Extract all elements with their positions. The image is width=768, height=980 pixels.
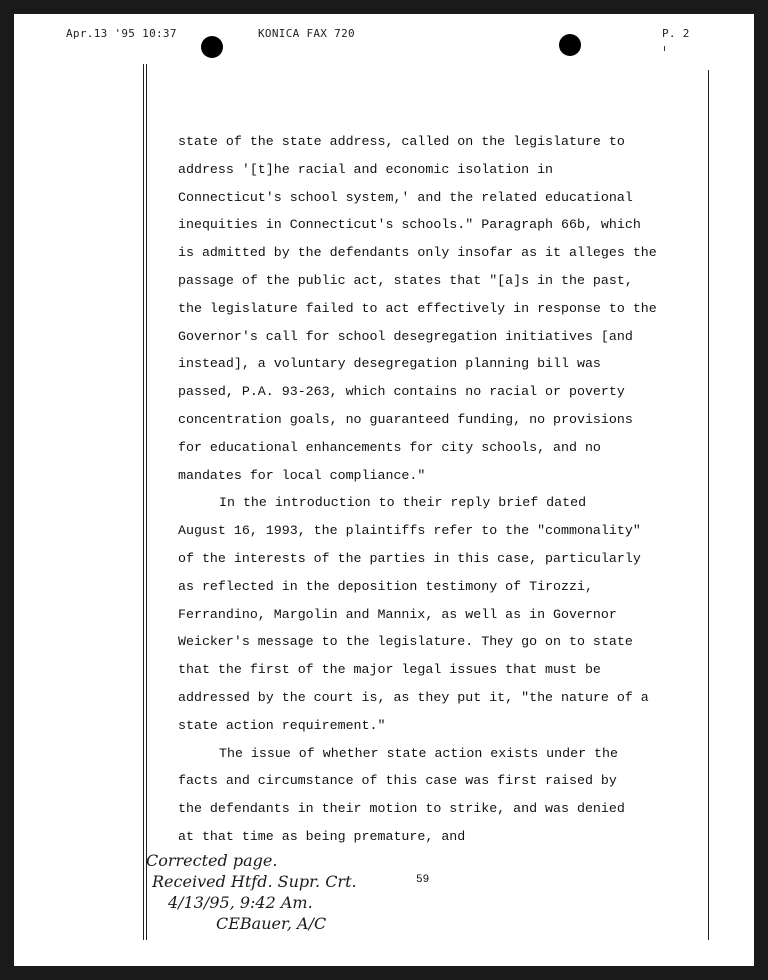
handwritten-line: Corrected page. <box>146 851 278 870</box>
page-number: 59 <box>416 874 430 886</box>
fax-tick-mark <box>664 46 665 51</box>
text-line: The issue of whether state action exists under the <box>219 745 618 761</box>
text-line: concentration goals, no guaranteed funding, no provisions <box>178 411 633 427</box>
document-page <box>14 14 754 966</box>
handwritten-note <box>146 850 357 934</box>
text-line: the legislature failed to act effectively in response to the <box>178 300 657 316</box>
text-line: addressed by the court is, as they put it, "the nature of a <box>178 689 649 705</box>
left-margin-rule-inner <box>146 64 147 940</box>
body-text <box>178 128 698 851</box>
text-line: of the interests of the parties in this case, particularly <box>178 550 641 566</box>
text-line: Governor's call for school desegregation initiatives [and <box>178 328 633 344</box>
text-line: mandates for local compliance." <box>178 467 426 483</box>
text-line: as reflected in the deposition testimony of Tirozzi, <box>178 578 593 594</box>
text-line: that the first of the major legal issues that must be <box>178 662 601 678</box>
handwritten-line: 4/13/95, 9:42 Am. <box>168 893 313 912</box>
text-line: instead], a voluntary desegregation planning bill was <box>178 356 601 372</box>
text-line: facts and circumstance of this case was first raised by <box>178 773 617 789</box>
handwritten-line: CEBauer, A/C <box>216 914 327 933</box>
right-margin-rule <box>708 70 709 940</box>
text-line: address '[t]he racial and economic isolation in <box>178 161 554 177</box>
left-margin-rule <box>143 64 144 940</box>
fax-machine: KONICA FAX 720 <box>258 27 355 40</box>
punch-hole-right <box>559 34 581 56</box>
text-line: Ferrandino, Margolin and Mannix, as well as in Governor <box>178 606 617 622</box>
text-line: for educational enhancements for city schools, and no <box>178 439 601 455</box>
fax-date: Apr.13 '95 10:37 <box>66 27 177 40</box>
text-line: Weicker's message to the legislature. They go on to state <box>178 634 633 650</box>
text-line: In the introduction to their reply brief dated <box>219 495 587 511</box>
text-line: at that time as being premature, and <box>178 828 466 844</box>
text-line: state of the state address, called on the legislature to <box>178 134 625 149</box>
text-line: Connecticut's school system,' and the related educational <box>178 189 633 205</box>
fax-page-number: P. 2 <box>662 27 690 40</box>
punch-hole-left <box>201 36 223 58</box>
text-line: August 16, 1993, the plaintiffs refer to the "commonality" <box>178 523 641 539</box>
text-line: state action requirement." <box>178 717 386 733</box>
handwritten-line: Received Htfd. Supr. Crt. <box>152 872 357 891</box>
text-line: is admitted by the defendants only insofar as it alleges the <box>178 245 657 261</box>
text-line: passed, P.A. 93-263, which contains no racial or poverty <box>178 384 625 400</box>
text-line: inequities in Connecticut's schools." Paragraph 66b, which <box>178 217 641 233</box>
text-line: passage of the public act, states that "[a]s in the past, <box>178 272 633 288</box>
text-line: the defendants in their motion to strike, and was denied <box>178 801 625 817</box>
